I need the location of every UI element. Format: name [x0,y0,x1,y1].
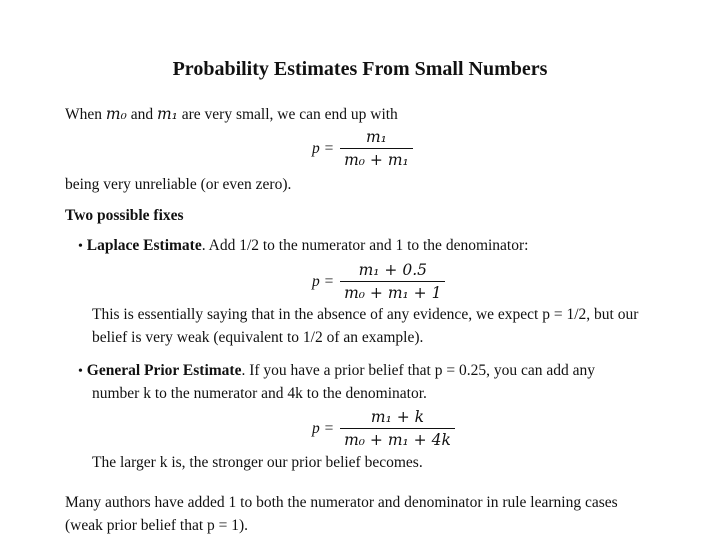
laplace-note-line1: This is essentially saying that in the absence of any evidence, we expect p = 1/2, but our [92,306,639,323]
bullet-dot-icon: • [78,239,83,254]
intro-text-after: are very small, we can end up with [181,106,398,123]
formula-laplace [312,261,445,302]
intro-line [65,105,398,124]
formula-laplace-numerator: m₁ + 0.5 [340,261,445,282]
formula-basic-numerator: m₁ [340,128,413,149]
formula-basic-denominator: m₀ + m₁ [344,151,409,169]
fixes-heading: Two possible fixes [65,207,184,224]
formula-general-lhs: p = [312,419,335,437]
m0-symbol: m₀ [105,105,127,123]
m1-symbol: m₁ [156,105,178,123]
formula-general-fraction [340,408,455,449]
intro-and: and [130,106,154,123]
formula-general-numerator: m₁ + k [340,408,455,429]
closing-line2: (weak prior belief that p = 1). [65,517,249,534]
general-prior-note: The larger k is, the stronger our prior belief becomes. [92,454,423,471]
bullet-laplace [78,237,528,256]
after-formula-text: being very unreliable (or even zero). [65,176,292,193]
formula-general-prior [312,408,455,449]
general-prior-label: General Prior Estimate [86,362,242,379]
formula-basic-fraction [340,128,413,169]
laplace-text: . Add 1/2 to the numerator and 1 to the denominator: [201,237,529,254]
intro-text-before: When [65,106,103,123]
bullet-dot-icon: • [78,364,83,379]
closing-line1: Many authors have added 1 to both the numerator and denominator in rule learning cases [65,494,618,511]
formula-laplace-denominator: m₀ + m₁ + 1 [344,284,442,302]
formula-basic-lhs: p = [312,139,335,157]
formula-laplace-lhs: p = [312,272,335,290]
formula-general-denominator: m₀ + m₁ + 4k [344,431,451,449]
general-prior-text-line2: number k to the numerator and 4k to the denominator. [92,385,427,402]
laplace-label: Laplace Estimate [86,237,202,254]
bullet-general-prior [78,362,595,381]
formula-laplace-fraction [340,261,445,302]
general-prior-text-line1: . If you have a prior belief that p = 0.25, you can add any [241,362,595,379]
laplace-note-line2: belief is very weak (equivalent to 1/2 of an example). [92,329,424,346]
page-title: Probability Estimates From Small Numbers [172,58,548,80]
formula-basic [312,128,413,169]
